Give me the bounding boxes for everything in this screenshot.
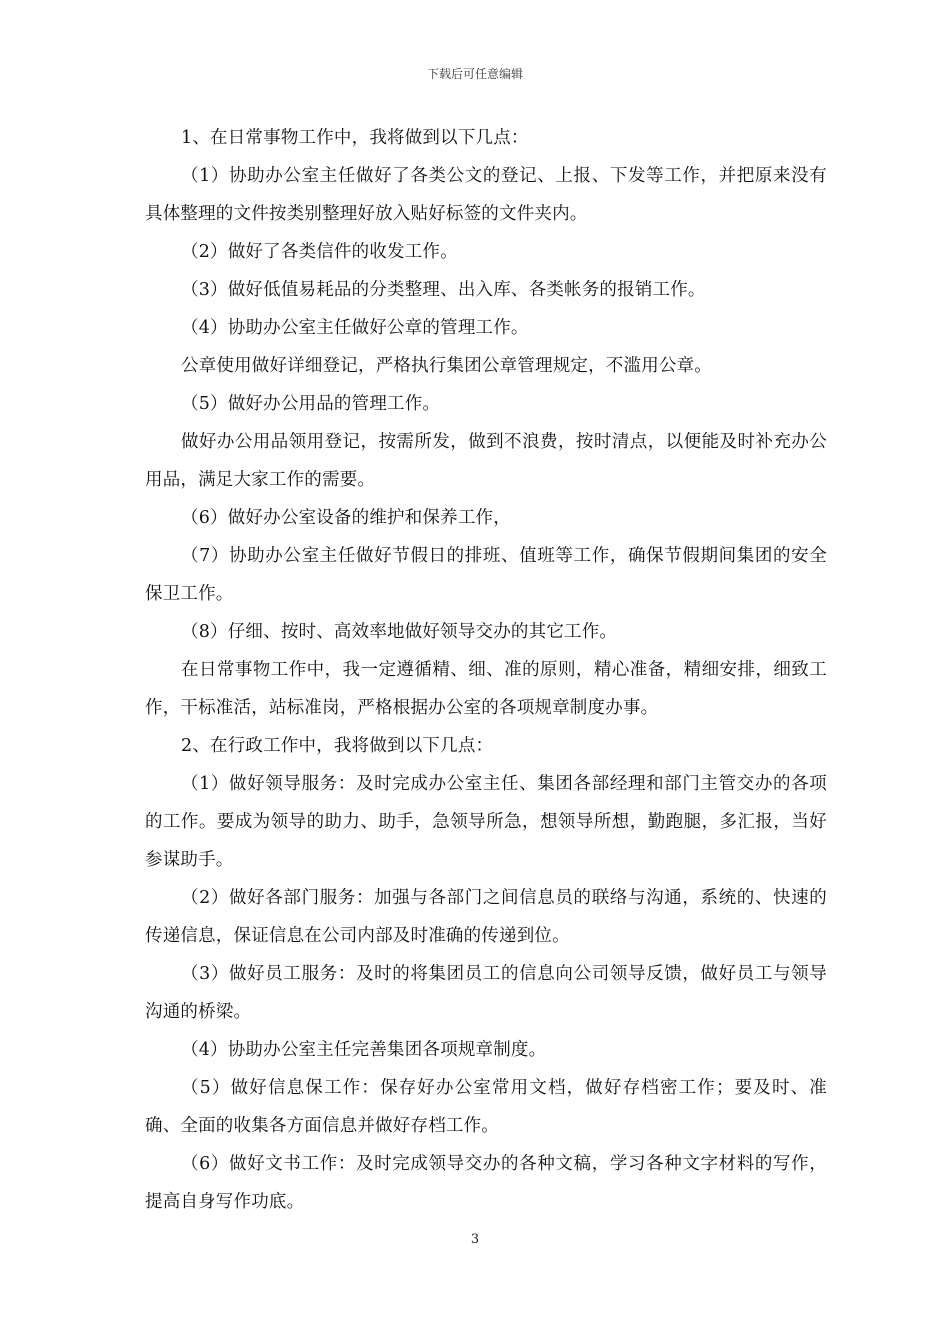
paragraph-section-2-heading: 2、在行政工作中，我将做到以下几点：	[181, 736, 494, 756]
paragraph-item-1-6: （6）做好办公室设备的维护和保养工作，	[181, 508, 511, 528]
paragraph-item-2-4: （4）协助办公室主任完善集团各项规章制度。	[181, 1040, 547, 1060]
paragraph-item-1-1: （1）协助办公室主任做好了各类公文的登记、上报、下发等工作，并把原来没有具体整理的文件按类别整理好放入贴好标签的文件夹内。	[145, 166, 827, 224]
paragraph-item-1-8: （8）仔细、按时、高效率地做好领导交办的其它工作。	[181, 622, 618, 642]
paragraph-item-1-7: （7）协助办公室主任做好节假日的排班、值班等工作，确保节假期间集团的安全保卫工作。	[145, 546, 827, 604]
paragraph-item-2-1: （1）做好领导服务：及时完成办公室主任、集团各部经理和部门主管交办的各项的工作。要成为领导的助力、助手，急领导所急，想领导所想，勤跑腿，多汇报，当好参谋助手。	[145, 774, 827, 870]
paragraph-item-1-3: （3）做好低值易耗品的分类整理、出入库、各类帐务的报销工作。	[181, 280, 706, 300]
paragraph-item-1-2: （2）做好了各类信件的收发工作。	[181, 242, 458, 262]
document-body	[145, 119, 827, 1221]
paragraph-supplies-note: 做好办公用品领用登记，按需所发，做到不浪费，按时清点，以便能及时补充办公用品，满足大家工作的需要。	[145, 432, 827, 490]
page-number: 3	[470, 1232, 480, 1247]
paragraph-item-2-6: （6）做好文书工作：及时完成领导交办的各种文稿，学习各种文字材料的写作，提高自身写作功底。	[145, 1154, 827, 1212]
paragraph-item-1-4: （4）协助办公室主任做好公章的管理工作。	[181, 318, 529, 338]
paragraph-item-2-3: （3）做好员工服务：及时的将集团员工的信息向公司领导反馈，做好员工与领导沟通的桥梁。	[145, 964, 827, 1022]
paragraph-seal-note: 公章使用做好详细登记，严格执行集团公章管理规定，不滥用公章。	[181, 356, 712, 376]
paragraph-item-1-5: （5）做好办公用品的管理工作。	[181, 394, 441, 414]
paragraph-item-2-5: （5）做好信息保工作：保存好办公室常用文档，做好存档密工作；要及时、准确、全面的收集各方面信息并做好存档工作。	[145, 1078, 827, 1136]
page-header: 下载后可任意编辑	[426, 67, 523, 81]
paragraph-item-2-2: （2）做好各部门服务：加强与各部门之间信息员的联络与沟通，系统的、快速的传递信息，保证信息在公司内部及时准确的传递到位。	[145, 888, 827, 946]
paragraph-section-1-heading: 1、在日常事物工作中，我将做到以下几点：	[181, 128, 529, 148]
paragraph-section-1-summary: 在日常事物工作中，我一定遵循精、细、准的原则，精心准备，精细安排，细致工作，干标准活，站标准岗，严格根据办公室的各项规章制度办事。	[145, 660, 827, 718]
